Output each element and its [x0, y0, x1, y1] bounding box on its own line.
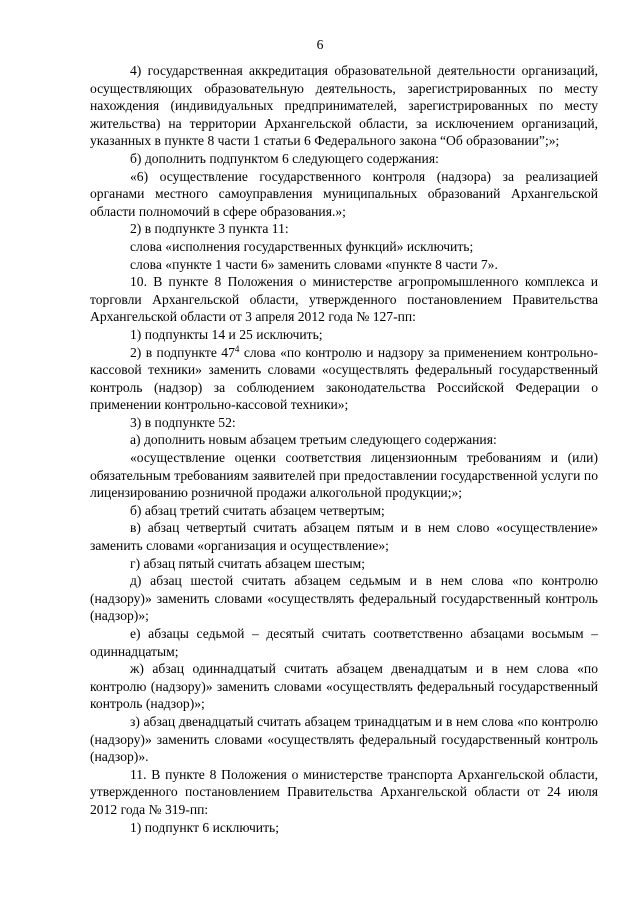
paragraph: «6) осуществление государственного контроля (надзора) за реализацией органами местного самоуправления муниципальных образований Архангельской области полномочий в сфере образования.»; [90, 168, 598, 219]
paragraph: з) абзац двенадцатый считать абзацем тринадцатым и в нем слова «по контролю (надзору)» заменить словами «осуществлять федеральный государственный контроль (надзор)». [90, 713, 598, 765]
paragraph: 3) в подпункте 52: [130, 414, 236, 430]
paragraph: е) абзацы седьмой – десятый считать соответственно абзацами восьмым – одиннадцатым; [90, 626, 598, 659]
paragraph: в) абзац четвертый считать абзацем пятым и в нем слово «осуществление» заменить словами «организация и осуществление»; [90, 520, 598, 554]
paragraph: 10. В пункте 8 Положения о министерстве агропромышленного комплекса и торговли Архангельской области, утвержденного постановлением Правительства Архангельской области от 3 апреля 2012 года № 127-пп: [90, 274, 598, 325]
item-47-superscript: 4 [234, 343, 240, 354]
paragraph: д) абзац шестой считать абзацем седьмым и в нем слова «по контролю (надзору)» заменить словами «осуществлять федеральный государственный контроль (надзор)»; [90, 573, 598, 624]
paragraph: а) дополнить новым абзацем третьим следующего содержания: [130, 432, 497, 448]
paragraph: 1) подпункт 6 исключить; [130, 819, 279, 835]
item-47-start: 2) в подпункте 47 [130, 344, 235, 360]
item-47-rest: слова «по контролю и надзору за применением контрольно-кассовой техники» заменить словами «осуществлять федеральный государственный контроль (надзор) за соблюдением законодательства Российской Федерации о применении контрольно-кассовой техники»; [90, 344, 598, 413]
paragraph: слова «пункте 1 части 6» заменить словами «пункте 8 части 7». [130, 256, 498, 272]
paragraph: б) абзац третий считать абзацем четвертым; [130, 502, 385, 518]
paragraph: 1) подпункты 14 и 25 исключить; [130, 326, 323, 342]
paragraph: слова «исполнения государственных функций» исключить; [130, 238, 474, 254]
paragraph: ж) абзац одиннадцатый считать абзацем двенадцатым и в нем слова «по контролю (надзору)» заменить словами «осуществлять федеральный государственный контроль (надзор)»; [90, 661, 598, 712]
paragraph: 2) в подпункте 3 пункта 11: [130, 221, 289, 237]
paragraph: г) абзац пятый считать абзацем шестым; [130, 555, 365, 571]
document-body [90, 62, 598, 836]
paragraph: б) дополнить подпунктом 6 следующего содержания: [130, 150, 439, 166]
page-number: 6 [316, 37, 324, 52]
paragraph-item-47 [90, 344, 598, 414]
paragraph: 11. В пункте 8 Положения о министерстве транспорта Архангельской области, утвержденного постановлением Правительства Архангельской области от 24 июля 2012 года № 319-пп: [90, 766, 598, 817]
paragraph: 4) государственная аккредитация образовательной деятельности организаций, осуществляющих образовательную деятельность, зарегистрированных по месту нахождения (индивидуальных предпринимателей, зарегистрированных по месту жительства) на территории Архангельской области, за исключением организаций, указанных в пункте 8 части 1 статьи 6 Федерального закона “Об образовании”;»; [90, 63, 598, 149]
paragraph: «осуществление оценки соответствия лицензионным требованиям и (или) обязательным требованиям заявителей при предоставлении государственной услуги по лицензированию розничной продажи алкогольной продукции;»; [90, 450, 598, 501]
